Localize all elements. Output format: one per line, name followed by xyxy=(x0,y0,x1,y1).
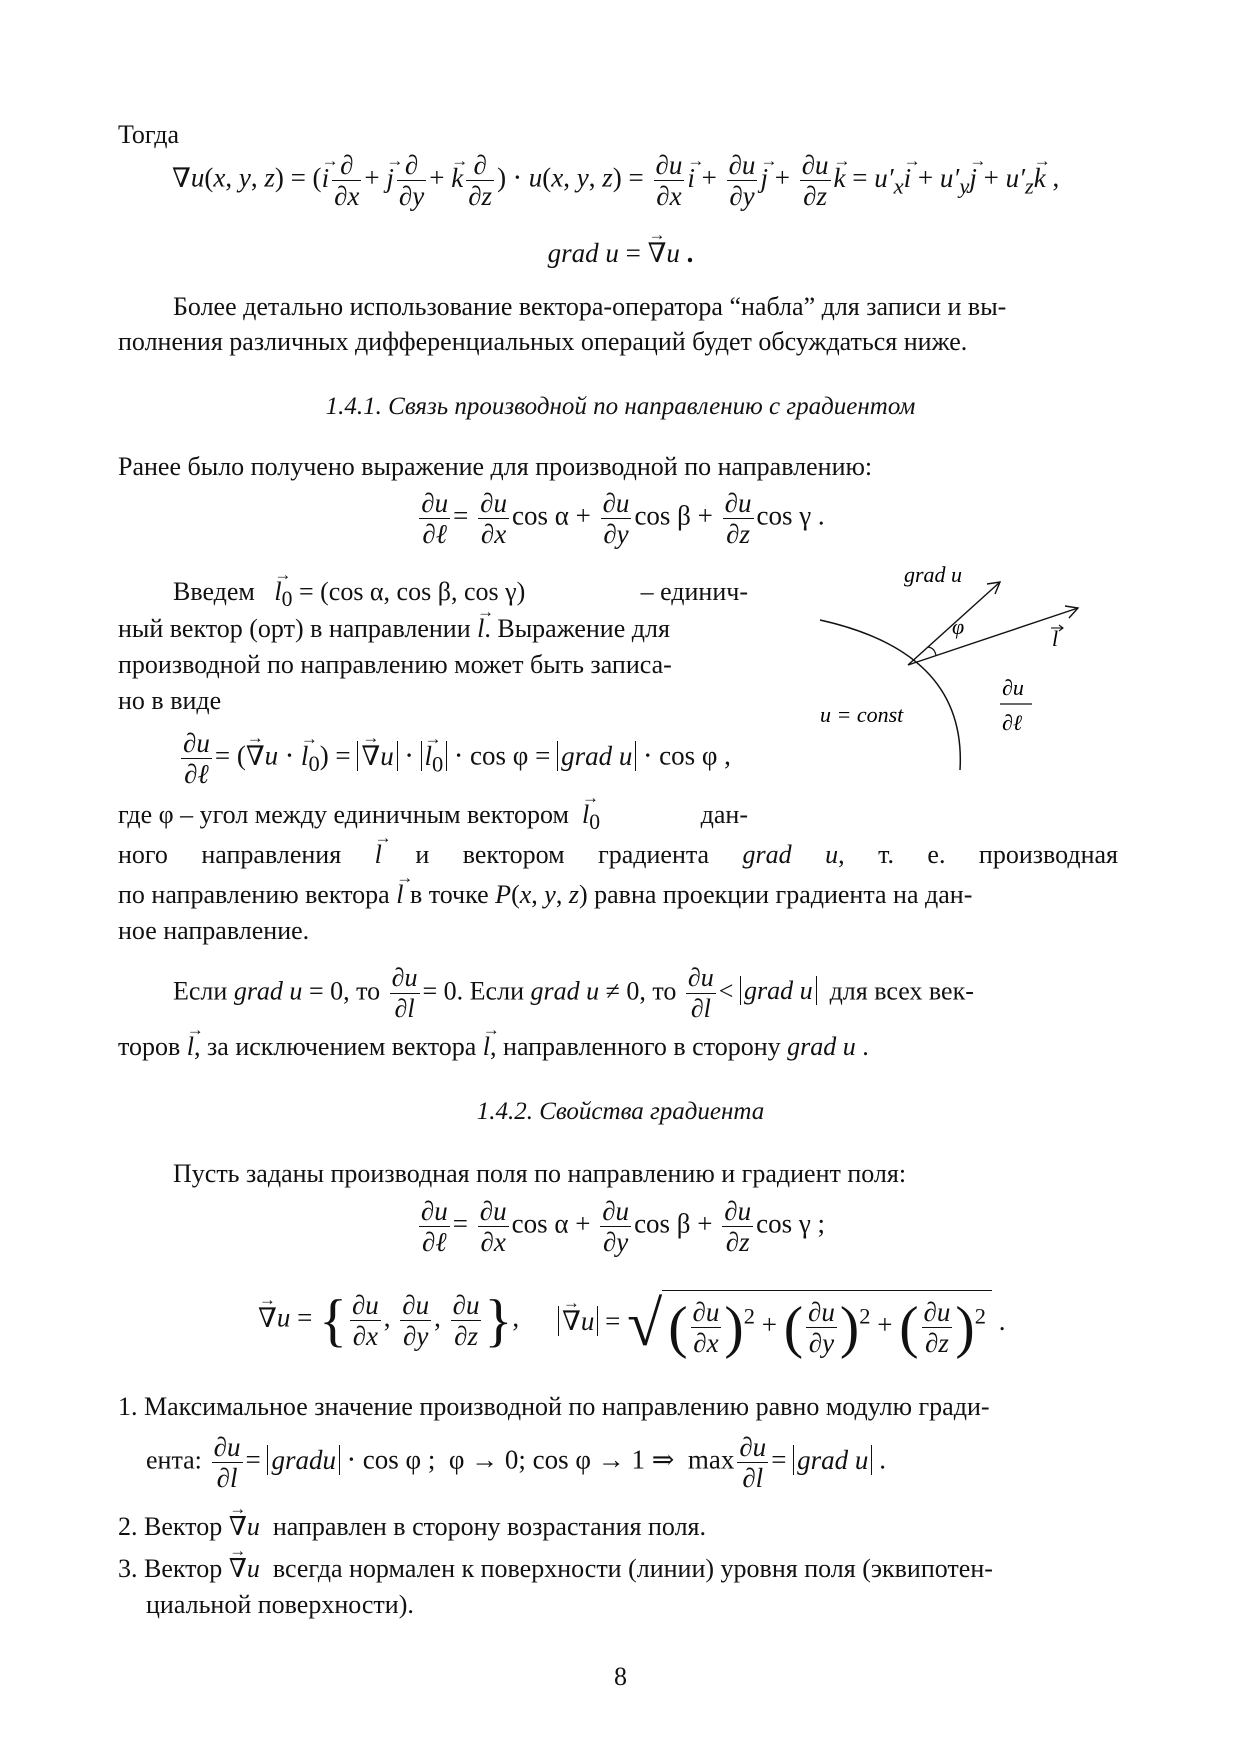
paragraph-4-line-2: ного направления → l и вектором градиента grad u, т. е. производная xyxy=(118,838,1118,872)
paragraph-3-line-1: Введем → $l_0 = (\cos$ α, cos β, cos γ) – единич- xyxy=(173,575,748,616)
section-heading-1-4-1: 1.4.1. Связь производной по направлению с градиентом xyxy=(325,393,916,420)
equation-derivative-dot-product: $\frac{\partial u}{\text{∂ℓ}}$ = (→ ∇u ⋅ → $l_0$) = → ∇u ⋅ → $l_0 \cdot \cos \varphi$ = grad u ⋅ cos φ , xyxy=(178,728,731,789)
equation-directional-derivative-2: $\frac{\partial u}{\text{∂ℓ}}$ = $\frac{\partial u}{\partial x}$ cos α + $\frac{\partial u}{\partial y}$ cos β + $\frac{\partial u}{\partial z}$ cos γ ; xyxy=(420,1196,826,1257)
equation-nabla-expansion: ∇u(x, y, z) = (→ i $\frac{\partial}{\partial x}$ + → j $\frac{\partial}{\partial y}$ + → k $\frac{\partial}{\partial z}$ ) ⋅ u(x, y, z) = $\frac{\partial u}{\partial x}$ → i + $\frac{\partial u}{\partial y}$ → j + $\frac{\partial u}{\partial z}$ → $k = u'_x\to i + u'_y\to j + u'_z\to k$ , xyxy=(172,150,1059,211)
label-deriv-numerator: ∂u xyxy=(1002,675,1024,700)
paragraph-3-line-4: но в виде xyxy=(118,686,222,715)
text-edinich: – единич- xyxy=(640,577,748,606)
paragraph-3-line-3: производной по направлению может быть записа- xyxy=(118,650,672,679)
text-togda: Тогда xyxy=(118,120,180,149)
page-number: 8 xyxy=(614,1662,627,1691)
paragraph-1-line-2: полнения различных дифференциальных операций будет обсуждаться ниже. xyxy=(118,327,968,356)
label-phi: φ xyxy=(952,614,965,639)
paragraph-5-line-1: Если grad u = 0, то $\frac{\partial u}{\partial l}$ = 0. Если grad u ≠ 0, то $\frac{\partial u}{\partial l}$ < grad u для всех век- xyxy=(173,963,974,1023)
equation-gradient-components: → ∇u = { $\frac{\partial u}{\partial x}$ , $\frac{\partial u}{\partial y}$ , $\frac{\partial u}{\partial z}$ }, xyxy=(258,1290,519,1351)
item-1-line-2: ента: $\frac{\partial u}{\partial l}$ = gradu ⋅ cos φ ; φ → 0; cos φ → 1 ⇒ max $\frac{\partial u}{\partial l}$ = grad u . xyxy=(146,1432,886,1493)
paragraph-4-line-1: где φ – угол между единичным вектором → $l_0$ дан- xyxy=(118,798,748,839)
paragraph-5-line-2: торов → l, за исключением вектора → l, направленного в сторону grad u . xyxy=(118,1030,869,1064)
paragraph-4-line-4: ное направление. xyxy=(118,916,310,945)
equation-grad-nabla: grad u = → ∇u . xyxy=(0,236,1241,270)
label-deriv-denominator: ∂ℓ xyxy=(1002,710,1023,735)
paragraph-3-line-2: ный вектор (орт) в направлении → l. Выражение для xyxy=(118,612,670,646)
item-3-line-1: 3. Вектор → ∇u всегда нормален к поверхности (линии) уровня поля (эквипотен- xyxy=(118,1552,993,1586)
label-grad-u: grad u xyxy=(904,562,963,587)
paragraph-6: Пусть заданы производная поля по направлению и градиент поля: xyxy=(173,1159,907,1188)
item-3-line-2: циальной поверхности). xyxy=(146,1590,414,1619)
level-curve xyxy=(820,620,960,770)
text-vvedem: Введем xyxy=(173,577,255,606)
item-1-line-1: 1. Максимальное значение производной по направлению равно модулю гради- xyxy=(118,1392,990,1421)
gradient-figure xyxy=(800,560,1100,780)
section-heading-1-4-2: 1.4.2. Свойства градиента xyxy=(476,1098,765,1125)
item-2: 2. Вектор → ∇u направлен в сторону возрастания поля. xyxy=(118,1510,706,1544)
label-l: l xyxy=(1052,626,1059,651)
paragraph-1-line-1: Более детально использование вектора-оператора “набла” для записи и вы- xyxy=(173,292,1007,321)
phi-arc xyxy=(928,647,936,656)
label-u-const: u = const xyxy=(820,702,904,727)
equation-directional-derivative: $\frac{\partial u}{\text{∂ℓ}}$ = $\frac{\partial u}{\partial x}$ cos α + $\frac{\partial u}{\partial y}$ cos β + $\frac{\partial u}{\partial z}$ cos γ . xyxy=(421,488,825,549)
equation-gradient-modulus: → ∇u = √ ( $\frac{\partial u}{\partial x}$ )$^2$ + ( $\frac{\partial u}{\partial y}$ )$^2$ + ( $\frac{\partial u}{\partial z}$ )$^2$ . xyxy=(558,1290,1005,1358)
paragraph-2: Ранее было получено выражение для производной по направлению: xyxy=(118,452,873,481)
paragraph-4-line-3: по направлению вектора → l в точке P(x, y, z) равна проекции градиента на дан- xyxy=(118,878,972,912)
